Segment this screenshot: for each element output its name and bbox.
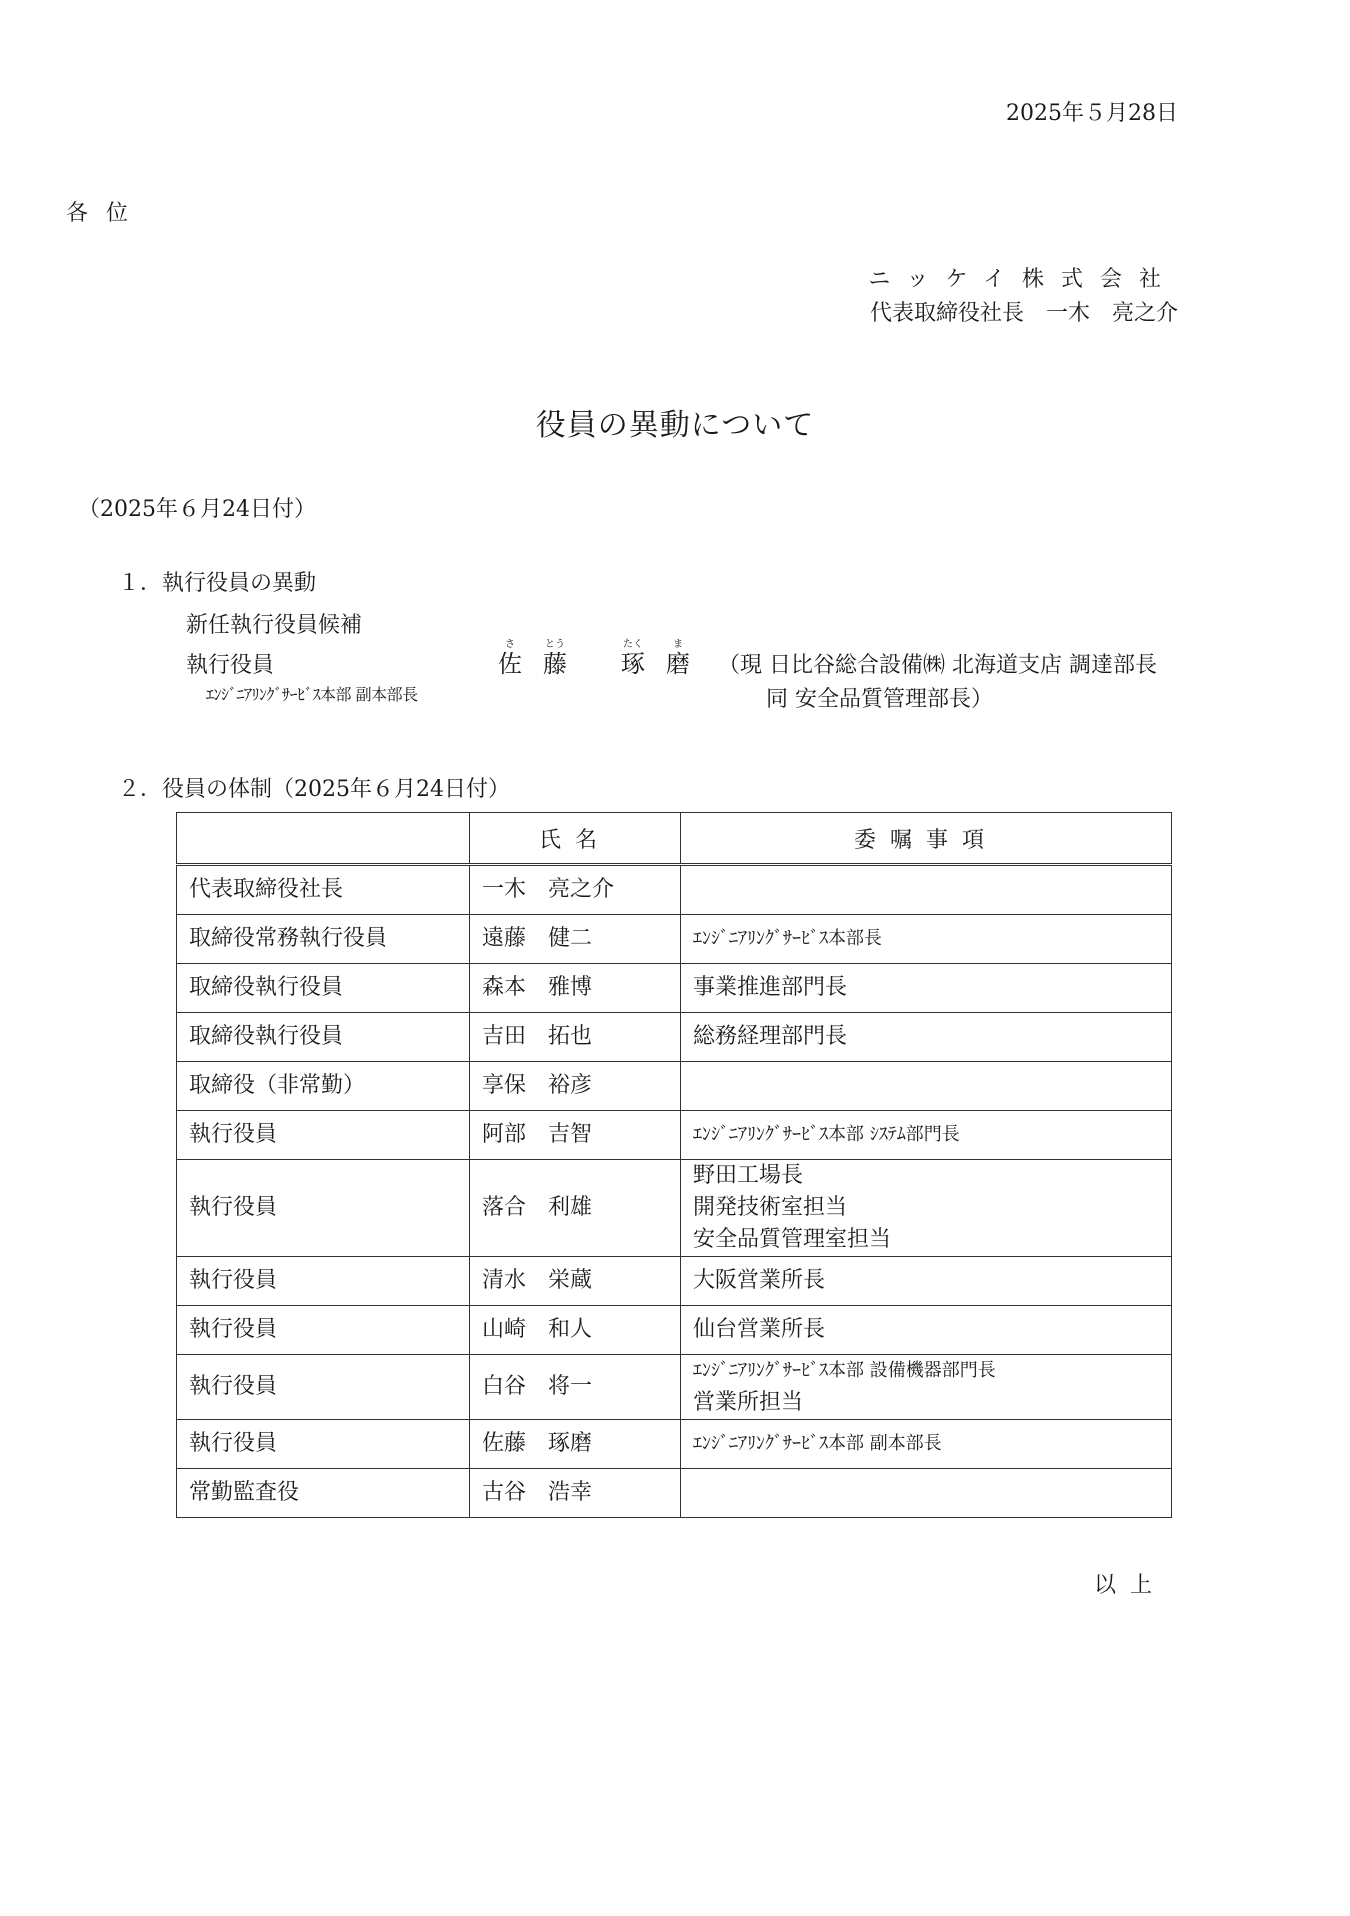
officer-duties xyxy=(681,1013,1172,1062)
officer-name: 清水 栄蔵 xyxy=(470,1257,681,1306)
duty-line: ｴﾝｼﾞﾆｱﾘﾝｸﾞｻｰﾋﾞｽ本部長 xyxy=(693,928,882,949)
officer-table xyxy=(176,812,1172,1518)
officer-name: 遠藤 健二 xyxy=(470,915,681,964)
table-row xyxy=(177,1306,1172,1355)
officer-duties xyxy=(681,1111,1172,1160)
name-ruby: とう xyxy=(545,639,565,650)
duty-line: 事業推進部門長 xyxy=(693,975,848,1000)
officer-position: 執行役員 xyxy=(177,1306,470,1355)
duty-line: ｴﾝｼﾞﾆｱﾘﾝｸﾞｻｰﾋﾞｽ本部 設備機器部門長 xyxy=(693,1360,996,1381)
name-char xyxy=(621,640,645,678)
closing-mark: 以上 xyxy=(1093,1573,1166,1598)
candidate-org: ｴﾝｼﾞﾆｱﾘﾝｸﾞｻｰﾋﾞｽ本部 副本部長 xyxy=(206,685,418,704)
duty-line: 安全品質管理室担当 xyxy=(693,1227,892,1252)
column-header-name: 氏名 xyxy=(470,813,681,865)
table-row xyxy=(177,915,1172,964)
officer-name: 享保 裕彦 xyxy=(470,1062,681,1111)
officer-duties xyxy=(681,1062,1172,1111)
officer-position: 執行役員 xyxy=(177,1420,470,1469)
current-position-line1: （現 日比谷総合設備㈱ 北海道支店 調達部長 xyxy=(718,653,1157,678)
officer-duties xyxy=(681,964,1172,1013)
officer-position: 執行役員 xyxy=(177,1160,470,1257)
officer-name: 森本 雅博 xyxy=(470,964,681,1013)
table-row xyxy=(177,964,1172,1013)
officer-name: 山崎 和人 xyxy=(470,1306,681,1355)
name-ruby: たく xyxy=(623,639,643,650)
officer-duties xyxy=(681,865,1172,915)
officer-position: 執行役員 xyxy=(177,1257,470,1306)
table-row xyxy=(177,1257,1172,1306)
officer-duties xyxy=(681,1160,1172,1257)
officer-position: 常勤監査役 xyxy=(177,1469,470,1518)
officer-position: 取締役常務執行役員 xyxy=(177,915,470,964)
name-ruby: さ xyxy=(505,639,515,650)
officer-position: 執行役員 xyxy=(177,1111,470,1160)
section1-heading: １．執行役員の異動 xyxy=(118,571,317,596)
current-position-line2: 同 安全品質管理部長） xyxy=(766,687,993,712)
officer-name: 佐藤 琢磨 xyxy=(470,1420,681,1469)
officer-duties xyxy=(681,1420,1172,1469)
duty-line: 大阪営業所長 xyxy=(693,1268,826,1293)
officer-position: 取締役執行役員 xyxy=(177,964,470,1013)
column-header-duties: 委嘱事項 xyxy=(681,813,1172,865)
duty-line: 野田工場長 xyxy=(693,1163,804,1188)
table-row xyxy=(177,1160,1172,1257)
officer-name: 落合 利雄 xyxy=(470,1160,681,1257)
section2-heading: ２．役員の体制（2025年６月24日付） xyxy=(118,777,510,802)
column-header-position xyxy=(177,813,470,865)
officer-duties xyxy=(681,1257,1172,1306)
effective-date: （2025年６月24日付） xyxy=(78,497,316,522)
table-row xyxy=(177,1062,1172,1111)
duty-line: ｴﾝｼﾞﾆｱﾘﾝｸﾞｻｰﾋﾞｽ本部 ｼｽﾃﾑ部門長 xyxy=(693,1124,960,1145)
table-row xyxy=(177,1469,1172,1518)
document-date: 2025年５月28日 xyxy=(1006,101,1178,126)
officer-duties xyxy=(681,1355,1172,1420)
name-ruby: ま xyxy=(673,639,683,650)
table-row xyxy=(177,1111,1172,1160)
candidate-name xyxy=(498,640,704,678)
officer-name: 吉田 拓也 xyxy=(470,1013,681,1062)
name-char xyxy=(666,640,690,678)
officer-duties xyxy=(681,1469,1172,1518)
name-kanji: 磨 xyxy=(666,650,690,678)
duty-line: 仙台営業所長 xyxy=(693,1317,826,1342)
officer-position: 代表取締役社長 xyxy=(177,865,470,915)
addressee: 各位 xyxy=(66,201,147,226)
company-name: ニッケイ株式会社 xyxy=(868,267,1178,292)
table-header-row xyxy=(177,813,1172,865)
duty-line: 開発技術室担当 xyxy=(693,1195,848,1220)
representative: 代表取締役社長 一木 亮之介 xyxy=(869,301,1178,326)
officer-name: 白谷 将一 xyxy=(470,1355,681,1420)
officer-duties xyxy=(681,915,1172,964)
officer-position: 執行役員 xyxy=(177,1355,470,1420)
name-char xyxy=(498,640,522,678)
duty-line: 総務経理部門長 xyxy=(693,1024,848,1049)
candidate-role: 執行役員 xyxy=(186,653,275,678)
name-kanji: 藤 xyxy=(543,650,567,678)
table-row xyxy=(177,1420,1172,1469)
name-char xyxy=(543,640,567,678)
duty-line: 営業所担当 xyxy=(693,1390,804,1415)
table-row xyxy=(177,865,1172,915)
table-row xyxy=(177,1013,1172,1062)
officer-position: 取締役執行役員 xyxy=(177,1013,470,1062)
officer-name: 古谷 浩幸 xyxy=(470,1469,681,1518)
candidate-label: 新任執行役員候補 xyxy=(186,613,363,638)
document-title: 役員の異動について xyxy=(535,408,815,443)
name-kanji: 佐 xyxy=(498,650,522,678)
officer-duties xyxy=(681,1306,1172,1355)
duty-line: ｴﾝｼﾞﾆｱﾘﾝｸﾞｻｰﾋﾞｽ本部 副本部長 xyxy=(693,1433,942,1454)
table-row xyxy=(177,1355,1172,1420)
officer-position: 取締役（非常勤） xyxy=(177,1062,470,1111)
officer-name: 阿部 吉智 xyxy=(470,1111,681,1160)
name-kanji: 琢 xyxy=(621,650,645,678)
officer-name: 一木 亮之介 xyxy=(470,865,681,915)
